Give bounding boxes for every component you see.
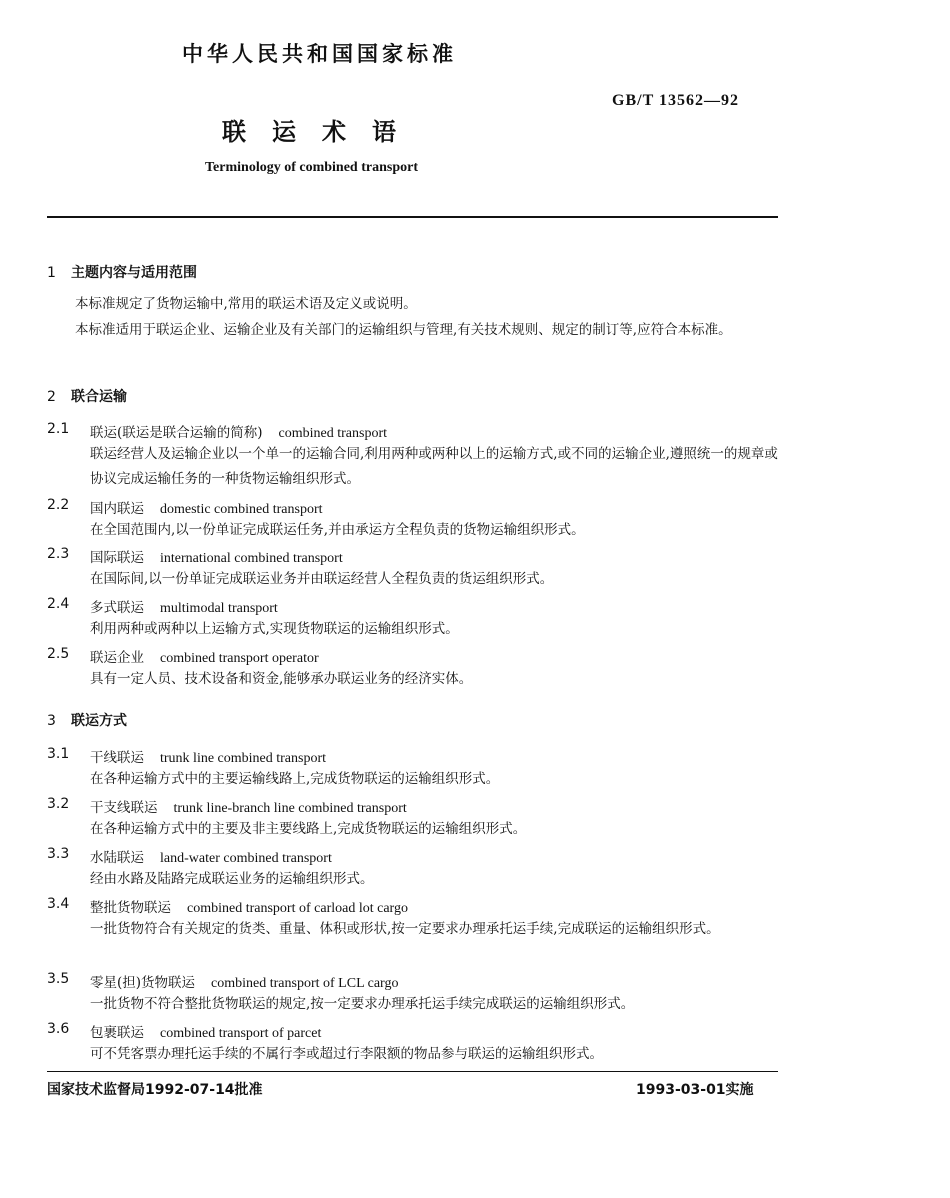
term-heading: 干支线联运 trunk line-branch line combined transport [90,800,407,816]
section-heading: 2 联合运输 [47,389,127,405]
term-definition: 一批货物符合有关规定的货类、重量、体积或形状,按一定要求办理承托运手续,完成联运的运输组织形式。 [90,921,720,937]
term-heading: 联运企业 combined transport operator [90,650,319,666]
header-divider [47,216,778,218]
term-heading: 干线联运 trunk line combined transport [90,750,327,766]
implementation-date: 1993-03-01实施 [636,1082,754,1098]
term-heading: 整批货物联运 combined transport of carload lot cargo [90,900,408,916]
term-definition: 联运经营人及运输企业以一个单一的运输合同,利用两种或两种以上的运输方式,或不同的运输企业,遵照统一的规章或协议完成运输任务的一种货物运输组织形式。 [90,446,778,487]
standard-number: GB/T 13562—92 [612,92,739,109]
term-definition: 在各种运输方式中的主要及非主要线路上,完成货物联运的运输组织形式。 [90,821,527,837]
term-definition: 具有一定人员、技术设备和资金,能够承办联运业务的经济实体。 [90,671,473,687]
term-definition: 可不凭客票办理托运手续的不属行李或超过行李限额的物品参与联运的运输组织形式。 [90,1046,603,1062]
section-heading: 1 主题内容与适用范围 [47,265,197,281]
term-number: 3.1 [47,746,70,762]
term-number: 3.4 [47,896,70,912]
document-subtitle-en: Terminology of combined transport [205,160,418,175]
section-paragraph: 本标准规定了货物运输中,常用的联运术语及定义或说明。 [75,296,417,312]
term-number: 2.3 [47,546,70,562]
footer-divider [47,1071,778,1072]
term-heading: 联运(联运是联合运输的简称) combined transport [90,425,388,441]
term-number: 3.3 [47,846,70,862]
term-heading: 国内联运 domestic combined transport [90,501,323,517]
term-heading: 国际联运 international combined transport [90,550,343,566]
term-number: 3.6 [47,1021,70,1037]
term-number: 2.4 [47,596,70,612]
term-number: 3.5 [47,971,70,987]
term-definition: 一批货物不符合整批货物联运的规定,按一定要求办理承托运手续完成联运的运输组织形式。 [90,996,635,1012]
term-definition: 在国际间,以一份单证完成联运业务并由联运经营人全程负责的货运组织形式。 [90,571,554,587]
term-number: 2.5 [47,646,70,662]
term-definition: 经由水路及陆路完成联运业务的运输组织形式。 [90,871,374,887]
document-title: 联运术语 [222,118,422,146]
term-number: 3.2 [47,796,70,812]
term-definition: 利用两种或两种以上运输方式,实现货物联运的运输组织形式。 [90,621,459,637]
standard-org-heading: 中华人民共和国国家标准 [182,42,457,66]
term-heading: 包裹联运 combined transport of parcet [90,1025,322,1041]
term-number: 2.2 [47,497,70,513]
term-number: 2.1 [47,421,70,437]
term-definition: 在全国范围内,以一份单证完成联运任务,并由承运方全程负责的货物运输组织形式。 [90,522,585,538]
approval-date: 国家技术监督局1992-07-14批准 [47,1082,263,1098]
section-paragraph: 本标准适用于联运企业、运输企业及有关部门的运输组织与管理,有关技术规则、规定的制订等,应符合本标准。 [75,322,732,338]
section-heading: 3 联运方式 [47,713,127,729]
term-heading: 多式联运 multimodal transport [90,600,278,616]
term-heading: 零星(担)货物联运 combined transport of LCL cargo [90,975,399,991]
term-definition: 在各种运输方式中的主要运输线路上,完成货物联运的运输组织形式。 [90,771,500,787]
term-heading: 水陆联运 land-water combined transport [90,850,332,866]
